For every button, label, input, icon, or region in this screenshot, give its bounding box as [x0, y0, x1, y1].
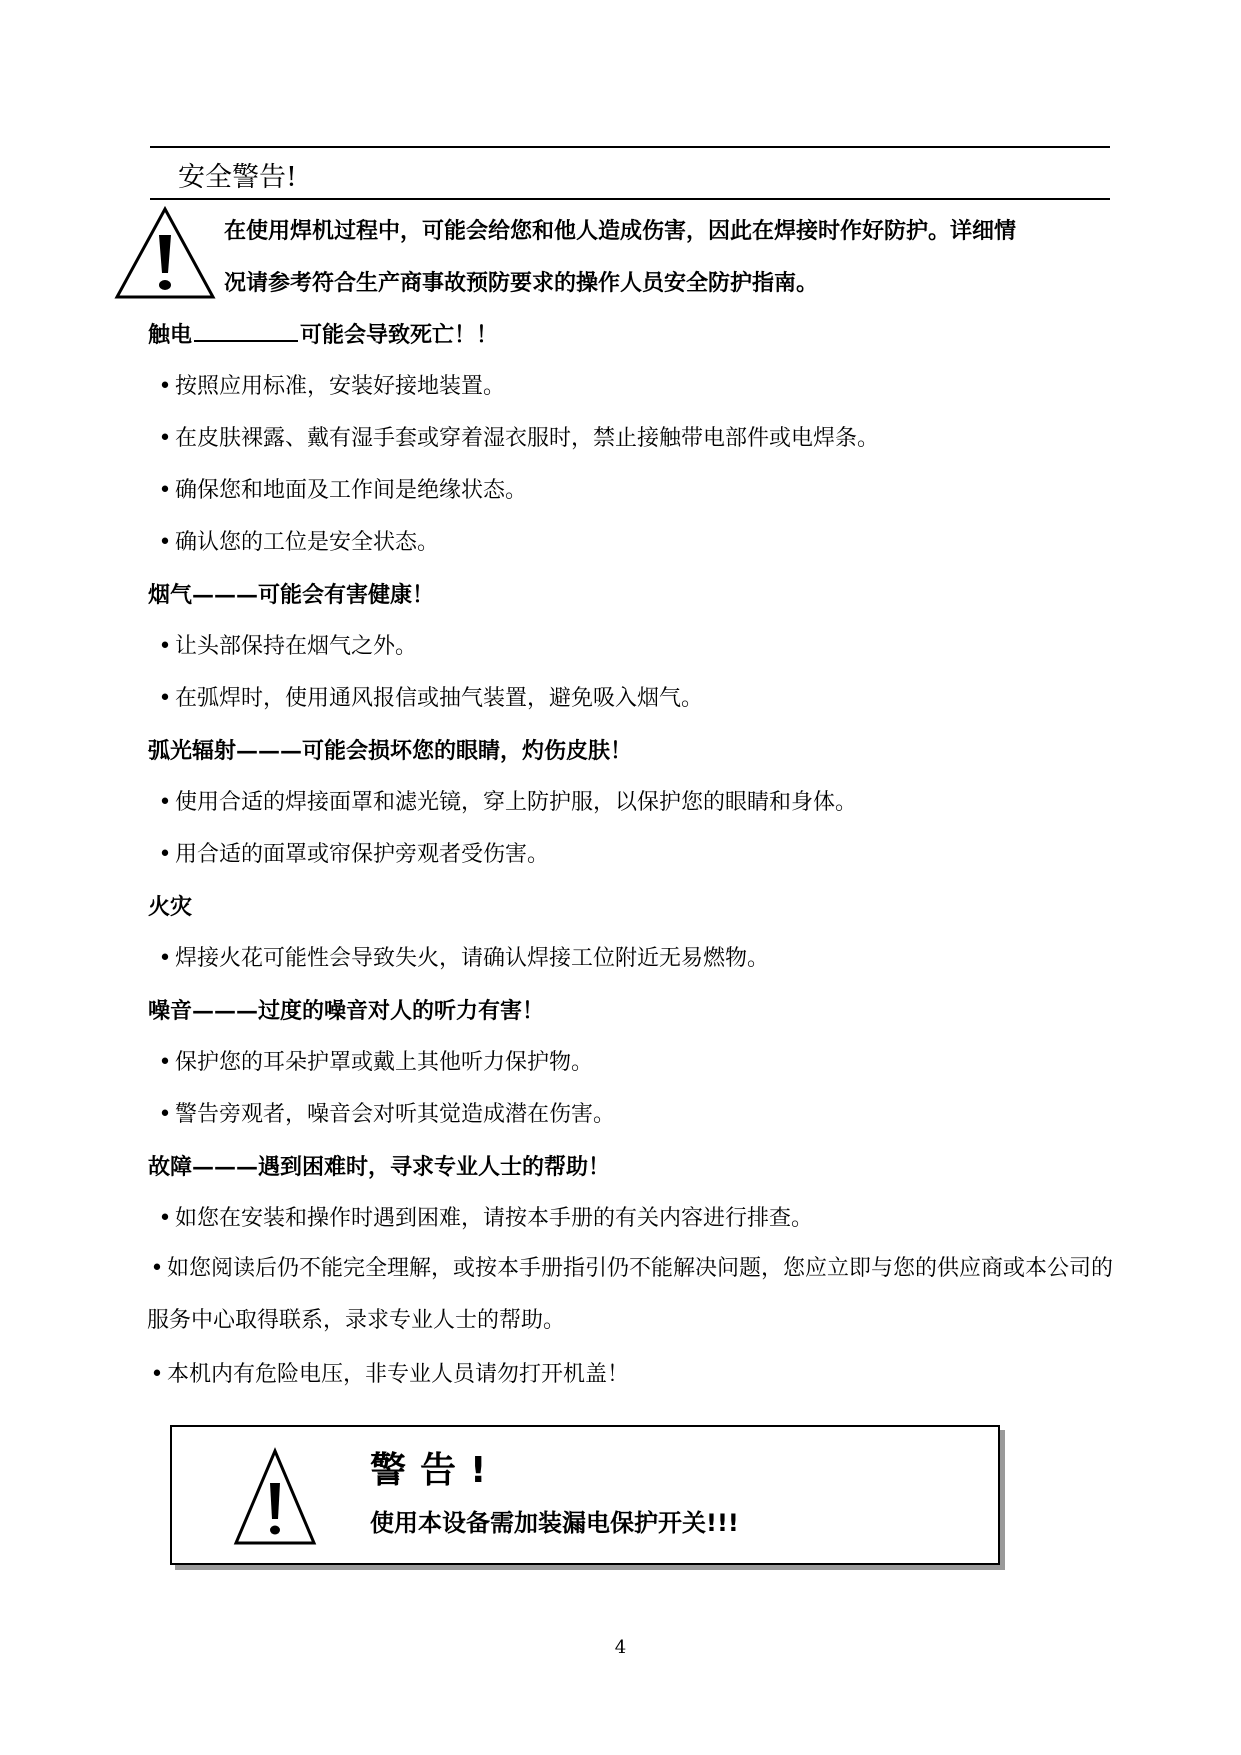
intro-line-1: 在使用焊机过程中，可能会给您和他人造成伤害，因此在焊接时作好防护。详细情 [224, 218, 1017, 244]
list-item: • 保护您的耳朵护罩或戴上其他听力保护物。 [158, 1050, 594, 1075]
warning-triangle-icon [232, 1447, 318, 1547]
heading-underline [194, 320, 298, 342]
intro-line-2: 况请参考符合生产商事故预防要求的操作人员安全防护指南。 [224, 270, 819, 296]
section-heading-fire: 火灾 [148, 894, 193, 920]
list-item: • 用合适的面罩或帘保护旁观者受伤害。 [158, 842, 550, 867]
list-item: • 使用合适的焊接面罩和滤光镜，穿上防护服，以保护您的眼睛和身体。 [158, 790, 858, 815]
section-heading-fumes: 烟气———可能会有害健康！ [148, 582, 435, 608]
header-rule-top [150, 146, 1110, 148]
list-item: • 在皮肤裸露、戴有湿手套或穿着湿衣服时，禁止接触带电部件或电焊条。 [158, 426, 880, 451]
warning-triangle-icon [113, 205, 217, 301]
list-item: • 如您阅读后仍不能完全理解，或按本手册指引仍不能解决问题，您应立即与您的供应商或本公司的服务中心取得联系，录求专业人士的帮助。 [147, 1256, 1114, 1333]
section-heading-noise: 噪音———过度的噪音对人的听力有害！ [148, 998, 545, 1024]
warning-box-title: 警告! [370, 1450, 501, 1491]
section-heading-electric-shock [148, 318, 498, 352]
section-heading-faults: 故障———遇到困难时，寻求专业人士的帮助！ [148, 1154, 611, 1180]
list-item: • 在弧焊时，使用通风报信或抽气装置，避免吸入烟气。 [158, 686, 704, 711]
list-item: • 警告旁观者，噪音会对听其觉造成潜在伤害。 [158, 1102, 616, 1127]
list-item: • 焊接火花可能性会导致失火，请确认焊接工位附近无易燃物。 [158, 946, 770, 971]
list-item: • 让头部保持在烟气之外。 [158, 634, 418, 659]
list-item: • 确保您和地面及工作间是绝缘状态。 [158, 478, 528, 503]
list-item: • 按照应用标准，安装好接地装置。 [158, 374, 506, 399]
page-title: 安全警告! [178, 162, 297, 193]
heading-prefix: 触电 [148, 322, 193, 348]
section-heading-arc-radiation: 弧光辐射———可能会损坏您的眼睛，灼伤皮肤！ [148, 738, 633, 764]
header-rule-bottom [150, 198, 1110, 200]
page-number: 4 [614, 1637, 627, 1658]
warning-box-text: 使用本设备需加装漏电保护开关!!! [370, 1509, 739, 1537]
list-item: • 本机内有危险电压，非专业人员请勿打开机盖！ [150, 1362, 630, 1387]
list-item: • 如您在安装和操作时遇到困难，请按本手册的有关内容进行排查。 [158, 1206, 814, 1231]
warning-box [170, 1425, 1000, 1565]
list-item: • 确认您的工位是安全状态。 [158, 530, 440, 555]
heading-suffix: 可能会导致死亡！！ [300, 322, 499, 348]
